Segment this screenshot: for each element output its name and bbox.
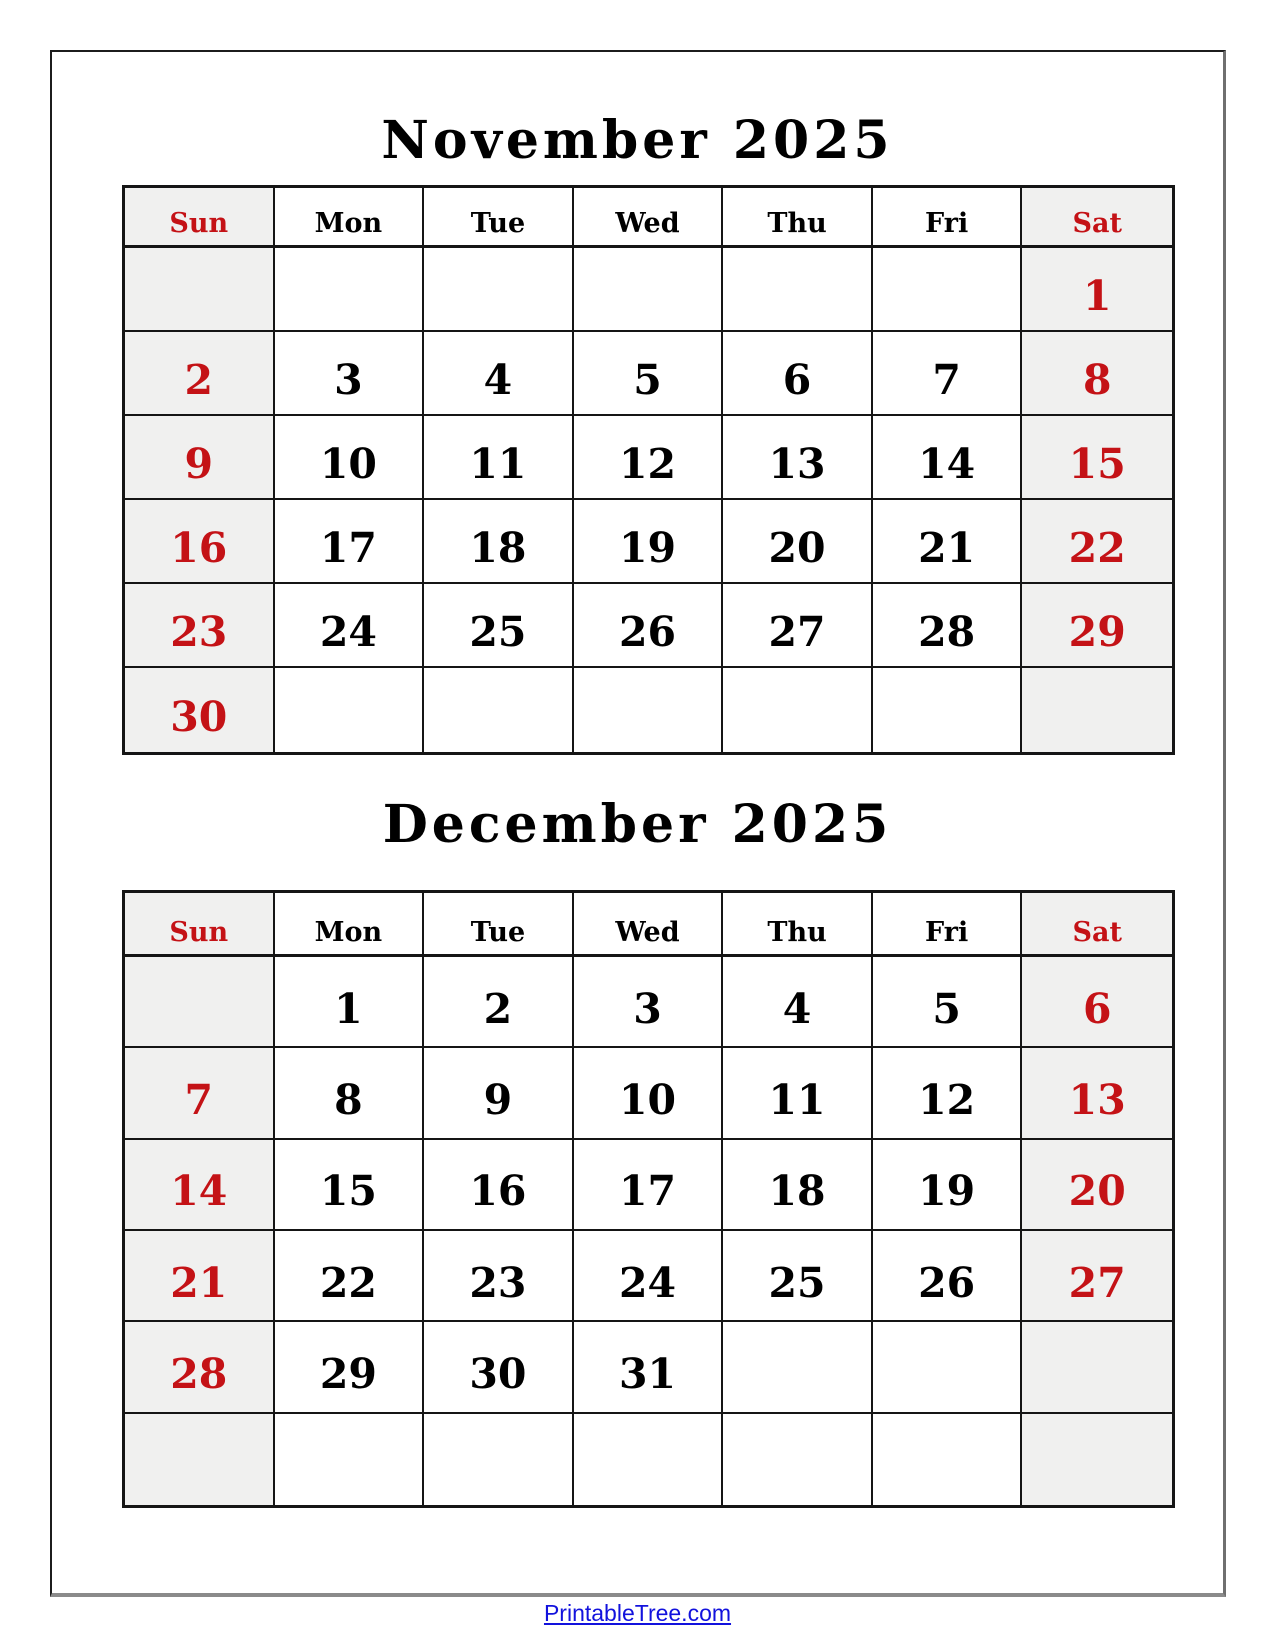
- calendar-cell: [873, 1322, 1023, 1413]
- calendar-cell: [275, 1414, 425, 1505]
- calendar-cell: 5: [873, 957, 1023, 1048]
- calendar-cell: 30: [125, 668, 275, 752]
- calendar-cell: 15: [1022, 416, 1172, 500]
- calendar-cell: 20: [723, 500, 873, 584]
- calendar-cell: 31: [574, 1322, 724, 1413]
- calendar-cell: 17: [574, 1140, 724, 1231]
- day-header-fri: Fri: [873, 893, 1023, 957]
- calendar-cell: [723, 1414, 873, 1505]
- calendar-cell: [125, 248, 275, 332]
- calendar-cell: 11: [424, 416, 574, 500]
- calendar-cell: 1: [1022, 248, 1172, 332]
- day-header-tue: Tue: [424, 188, 574, 248]
- calendar-cell: 16: [424, 1140, 574, 1231]
- calendar-cell: 10: [275, 416, 425, 500]
- printabletree-link[interactable]: PrintableTree.com: [543, 1600, 732, 1626]
- calendar-cell: 11: [723, 1048, 873, 1139]
- calendar-cell: [574, 668, 724, 752]
- calendar-cell: [1022, 1322, 1172, 1413]
- day-header-wed: Wed: [574, 188, 724, 248]
- calendar-cell: 28: [125, 1322, 275, 1413]
- calendar-cell: 18: [723, 1140, 873, 1231]
- day-header-tue: Tue: [424, 893, 574, 957]
- calendar-cell: 7: [873, 332, 1023, 416]
- calendar-cell: 26: [873, 1231, 1023, 1322]
- calendar-cell: [1022, 668, 1172, 752]
- calendar-cell: [275, 668, 425, 752]
- day-header-fri: Fri: [873, 188, 1023, 248]
- calendar-cell: 14: [125, 1140, 275, 1231]
- calendar-cell: 18: [424, 500, 574, 584]
- calendar-cell: 5: [574, 332, 724, 416]
- calendar-cell: 14: [873, 416, 1023, 500]
- calendar-cell: 8: [275, 1048, 425, 1139]
- month-title-november: November 2025: [381, 110, 894, 171]
- day-header-thu: Thu: [723, 188, 873, 248]
- calendar-cell: 22: [275, 1231, 425, 1322]
- calendar-december: [122, 890, 1175, 1508]
- calendar-cell: 4: [424, 332, 574, 416]
- calendar-cell: 13: [1022, 1048, 1172, 1139]
- calendar-cell: 24: [574, 1231, 724, 1322]
- calendar-cell: [723, 248, 873, 332]
- page-footer: [0, 1600, 1275, 1627]
- calendar-cell: 21: [873, 500, 1023, 584]
- calendar-cell: 4: [723, 957, 873, 1048]
- calendar-cell: 9: [125, 416, 275, 500]
- page-frame: [50, 50, 1226, 1597]
- calendar-cell: [873, 668, 1023, 752]
- calendar-cell: 22: [1022, 500, 1172, 584]
- day-header-thu: Thu: [723, 893, 873, 957]
- calendar-cell: 2: [125, 332, 275, 416]
- day-header-wed: Wed: [574, 893, 724, 957]
- calendar-cell: [275, 248, 425, 332]
- day-header-sun: Sun: [125, 188, 275, 248]
- calendar-cell: 24: [275, 584, 425, 668]
- calendar-cell: 9: [424, 1048, 574, 1139]
- calendar-cell: 7: [125, 1048, 275, 1139]
- calendar-cell: 26: [574, 584, 724, 668]
- calendar-cell: 8: [1022, 332, 1172, 416]
- calendar-cell: [873, 248, 1023, 332]
- calendar-cell: 30: [424, 1322, 574, 1413]
- month-title-december: December 2025: [382, 794, 893, 855]
- calendar-cell: [424, 248, 574, 332]
- calendar-cell: 2: [424, 957, 574, 1048]
- day-header-mon: Mon: [275, 893, 425, 957]
- calendar-cell: 6: [723, 332, 873, 416]
- calendar-cell: 3: [275, 332, 425, 416]
- calendar-cell: [424, 668, 574, 752]
- calendar-cell: 19: [873, 1140, 1023, 1231]
- calendar-cell: [424, 1414, 574, 1505]
- calendar-cell: 29: [1022, 584, 1172, 668]
- calendar-cell: [873, 1414, 1023, 1505]
- calendar-cell: 10: [574, 1048, 724, 1139]
- calendar-cell: 12: [873, 1048, 1023, 1139]
- calendar-cell: 1: [275, 957, 425, 1048]
- day-header-sun: Sun: [125, 893, 275, 957]
- calendar-cell: [723, 1322, 873, 1413]
- calendar-cell: 12: [574, 416, 724, 500]
- calendar-cell: [125, 957, 275, 1048]
- calendar-cell: 20: [1022, 1140, 1172, 1231]
- day-header-mon: Mon: [275, 188, 425, 248]
- calendar-november: [122, 185, 1175, 755]
- calendar-cell: [723, 668, 873, 752]
- calendar-cell: 13: [723, 416, 873, 500]
- calendar-cell: [1022, 1414, 1172, 1505]
- calendar-cell: 3: [574, 957, 724, 1048]
- calendar-cell: [125, 1414, 275, 1505]
- calendar-cell: 16: [125, 500, 275, 584]
- calendar-cell: 21: [125, 1231, 275, 1322]
- calendar-cell: 25: [424, 584, 574, 668]
- calendar-cell: 23: [424, 1231, 574, 1322]
- calendar-cell: 17: [275, 500, 425, 584]
- calendar-cell: 29: [275, 1322, 425, 1413]
- calendar-cell: 25: [723, 1231, 873, 1322]
- calendar-cell: 27: [723, 584, 873, 668]
- calendar-cell: [574, 248, 724, 332]
- calendar-cell: 23: [125, 584, 275, 668]
- calendar-cell: [574, 1414, 724, 1505]
- calendar-cell: 15: [275, 1140, 425, 1231]
- day-header-sat: Sat: [1022, 893, 1172, 957]
- calendar-cell: 28: [873, 584, 1023, 668]
- calendar-cell: 6: [1022, 957, 1172, 1048]
- calendar-cell: 19: [574, 500, 724, 584]
- calendar-cell: 27: [1022, 1231, 1172, 1322]
- day-header-sat: Sat: [1022, 188, 1172, 248]
